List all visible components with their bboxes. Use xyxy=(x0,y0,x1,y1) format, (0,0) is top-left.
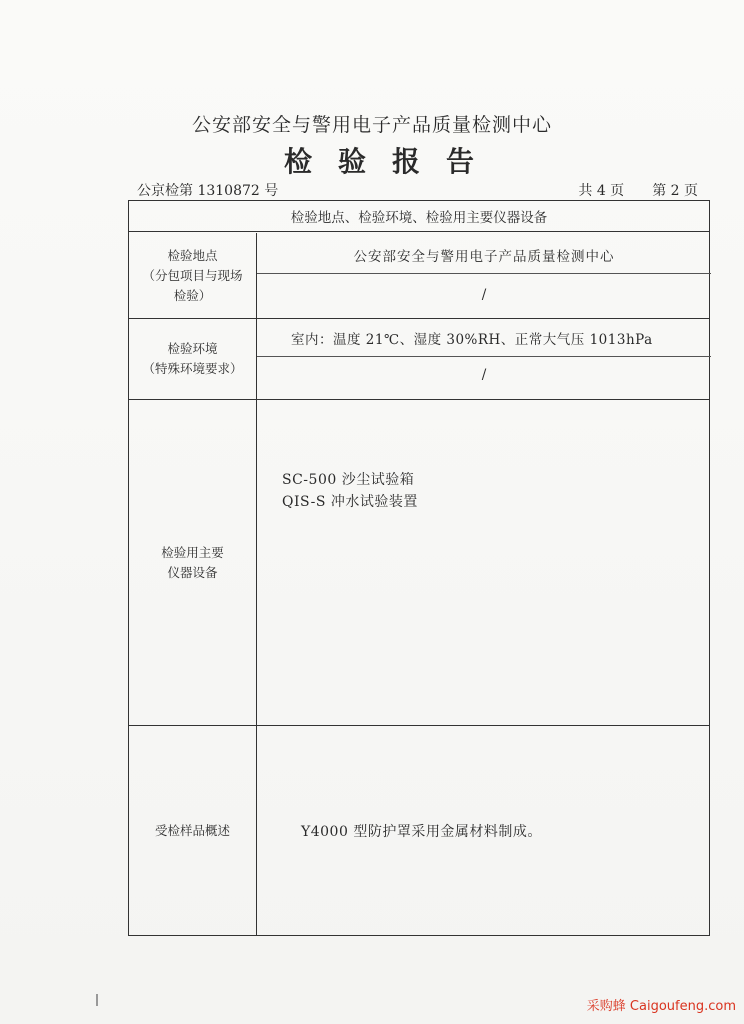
equipment-label-line2: 仪器设备 xyxy=(167,564,218,580)
environment-label-line1: 检验环境 xyxy=(167,341,218,356)
sample-label-text: 受检样品概述 xyxy=(154,822,230,838)
equipment-item: SC-500 沙尘试验箱 xyxy=(282,472,415,488)
scan-mark xyxy=(96,994,98,1006)
total-pages: 共 4 页 xyxy=(578,183,625,199)
table-heading: 检验地点、检验环境、检验用主要仪器设备 xyxy=(129,201,709,232)
page-number: 第 2 页 xyxy=(652,183,698,199)
location-label-line3: 检验） xyxy=(173,287,212,303)
environment-sub-value: / xyxy=(481,367,487,383)
equipment-label xyxy=(129,400,257,725)
location-label-line2: （分包项目与现场 xyxy=(142,267,243,283)
watermark: 采购蜂 Caigoufeng.com xyxy=(586,999,736,1014)
equipment-item: QIS-S 冲水试验装置 xyxy=(282,494,418,510)
environment-label-line2: （特殊环境要求） xyxy=(142,361,243,376)
equipment-label-line1: 检验用主要 xyxy=(161,544,224,560)
inspection-table xyxy=(128,200,710,936)
location-sub-value: / xyxy=(481,287,487,303)
location-value: 公安部安全与警用电子产品质量检测中心 xyxy=(353,249,615,265)
page-info xyxy=(578,180,698,200)
environment-label xyxy=(129,319,257,399)
equipment-list xyxy=(259,469,709,513)
organization-name: 公安部安全与警用电子产品质量检测中心 xyxy=(191,114,552,136)
location-label xyxy=(129,233,257,318)
location-divider xyxy=(257,273,711,274)
sample-label xyxy=(129,726,257,935)
environment-divider xyxy=(257,356,711,357)
document-number: 公京检第 1310872 号 xyxy=(137,183,279,199)
location-label-line1: 检验地点 xyxy=(167,247,218,263)
sample-description: Y4000 型防护罩采用金属材料制成。 xyxy=(301,824,542,840)
report-title: 检验报告 xyxy=(283,145,500,178)
environment-value: 室内：温度 21℃、湿度 30%RH、正常大气压 1013hPa xyxy=(291,332,653,348)
